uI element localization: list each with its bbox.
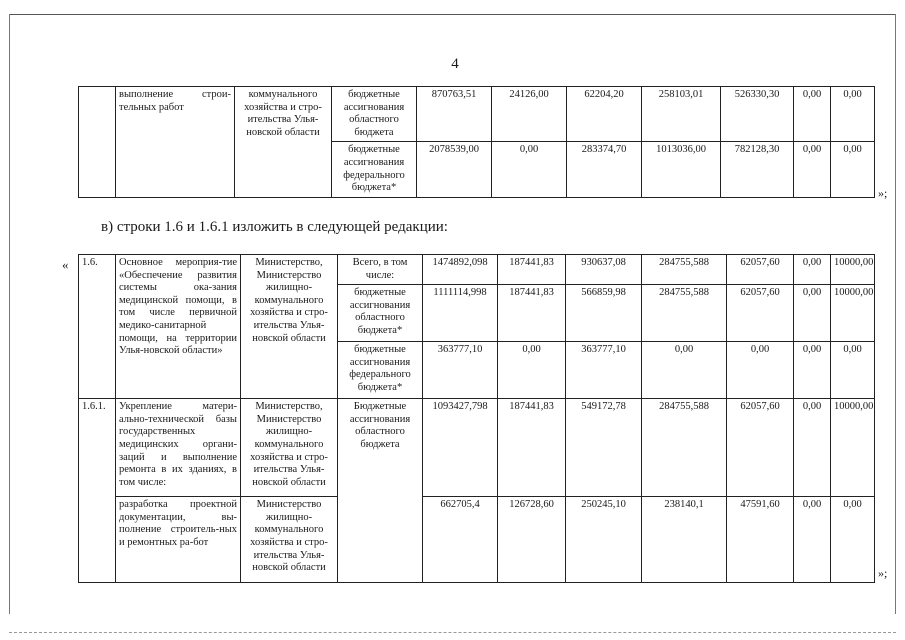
page-frame-top [9, 14, 896, 15]
cell-value: 930637,08 [566, 255, 642, 285]
cell-value: 10000,00 [831, 285, 875, 342]
cell-value: 0,00 [831, 342, 875, 399]
cell-value: 0,00 [794, 497, 831, 583]
cell-value: 363777,10 [566, 342, 642, 399]
cell-executor: Министерство, Министерство жилищно-коммунального хозяйства и стро-ительства Улья-новской области [241, 399, 338, 497]
cell-value: 1013036,00 [642, 142, 721, 197]
cell-value: 662705,4 [423, 497, 498, 583]
cell-value: 363777,10 [423, 342, 498, 399]
page-frame-bottom [9, 632, 896, 633]
page-frame-left [9, 14, 10, 614]
instruction-text: в) строки 1.6 и 1.6.1 изложить в следующей редакции: [101, 219, 448, 235]
closing-quote: »; [878, 566, 888, 580]
cell-executor: коммунального хозяйства и стро-ительства Улья-новской области [235, 87, 332, 198]
cell-value: 782128,30 [721, 142, 794, 197]
cell-value: 0,00 [794, 399, 831, 497]
cell-source: бюджетные ассигнования областного бюджета [332, 87, 417, 142]
cell-value: 47591,60 [727, 497, 794, 583]
cell-value: 62204,20 [567, 87, 642, 142]
cell-value: 0,00 [727, 342, 794, 399]
cell-value: 0,00 [492, 142, 567, 197]
cell-num [79, 87, 116, 198]
cell-source: бюджетные ассигнования федерального бюджета* [338, 342, 423, 399]
cell-value: 549172,78 [566, 399, 642, 497]
closing-quote: »; [878, 186, 888, 200]
cell-executor: Министерство жилищно-коммунального хозяйства и стро-ительства Улья-новской области [241, 497, 338, 583]
main-table [78, 254, 875, 583]
cell-value: 187441,83 [498, 399, 566, 497]
page-number: 4 [451, 56, 459, 72]
cell-value: 0,00 [794, 87, 831, 142]
cell-value: 0,00 [498, 342, 566, 399]
cell-source: бюджетные ассигнования областного бюджета* [338, 285, 423, 342]
cell-value: 238140,1 [642, 497, 727, 583]
cell-value: 2078539,00 [417, 142, 492, 197]
cell-name: Укрепление матери-ально-технической базы государственных медицинских органи-заций и выполнение ремонта в их зданиях, в том числе: [116, 399, 241, 497]
cell-value: 0,00 [831, 142, 875, 197]
cell-value: 0,00 [794, 142, 831, 197]
table-row [79, 399, 875, 497]
cell-name: выполнение строи-тельных работ [116, 87, 235, 198]
cell-value: 0,00 [642, 342, 727, 399]
cell-value: 10000,00 [831, 255, 875, 285]
cell-value: 526330,30 [721, 87, 794, 142]
cell-value: 0,00 [831, 497, 875, 583]
cell-value: 870763,51 [417, 87, 492, 142]
table-row [79, 87, 875, 142]
cell-name: разработка проектной документации, вы-полнение строитель-ных и ремонтных ра-бот [116, 497, 241, 583]
cell-value: 284755,588 [642, 285, 727, 342]
cell-value: 187441,83 [498, 285, 566, 342]
opening-quote: « [62, 257, 69, 272]
cell-value: 0,00 [794, 285, 831, 342]
cell-value: 24126,00 [492, 87, 567, 142]
cell-value: 1111114,998 [423, 285, 498, 342]
cell-source: Бюджетные ассигнования областного бюджета [338, 399, 423, 583]
cell-name: Основное мероприя-тие «Обеспечение развития системы ока-зания медицинской помощи, в том числе первичной медико-санитарной помощи, на территории Улья-новской области» [116, 255, 241, 399]
cell-value: 1474892,098 [423, 255, 498, 285]
table-row [79, 255, 875, 285]
cell-value: 62057,60 [727, 399, 794, 497]
page-frame-right [895, 14, 896, 614]
cell-value: 62057,60 [727, 255, 794, 285]
cell-value: 283374,70 [567, 142, 642, 197]
cell-source: бюджетные ассигнования федерального бюджета* [332, 142, 417, 197]
cell-value: 284755,588 [642, 399, 727, 497]
cell-num: 1.6.1. [79, 399, 116, 583]
cell-value: 1093427,798 [423, 399, 498, 497]
cell-executor: Министерство, Министерство жилищно-коммунального хозяйства и стро-ительства Улья-новской области [241, 255, 338, 399]
table-row [79, 497, 875, 583]
cell-value: 126728,60 [498, 497, 566, 583]
cell-value: 566859,98 [566, 285, 642, 342]
cell-source: Всего, в том числе: [338, 255, 423, 285]
cell-value: 258103,01 [642, 87, 721, 142]
cell-value: 62057,60 [727, 285, 794, 342]
continuation-table [78, 86, 875, 198]
cell-value: 187441,83 [498, 255, 566, 285]
cell-value: 284755,588 [642, 255, 727, 285]
cell-value: 250245,10 [566, 497, 642, 583]
cell-value: 0,00 [831, 87, 875, 142]
cell-value: 0,00 [794, 255, 831, 285]
cell-value: 10000,00 [831, 399, 875, 497]
cell-num: 1.6. [79, 255, 116, 399]
cell-value: 0,00 [794, 342, 831, 399]
